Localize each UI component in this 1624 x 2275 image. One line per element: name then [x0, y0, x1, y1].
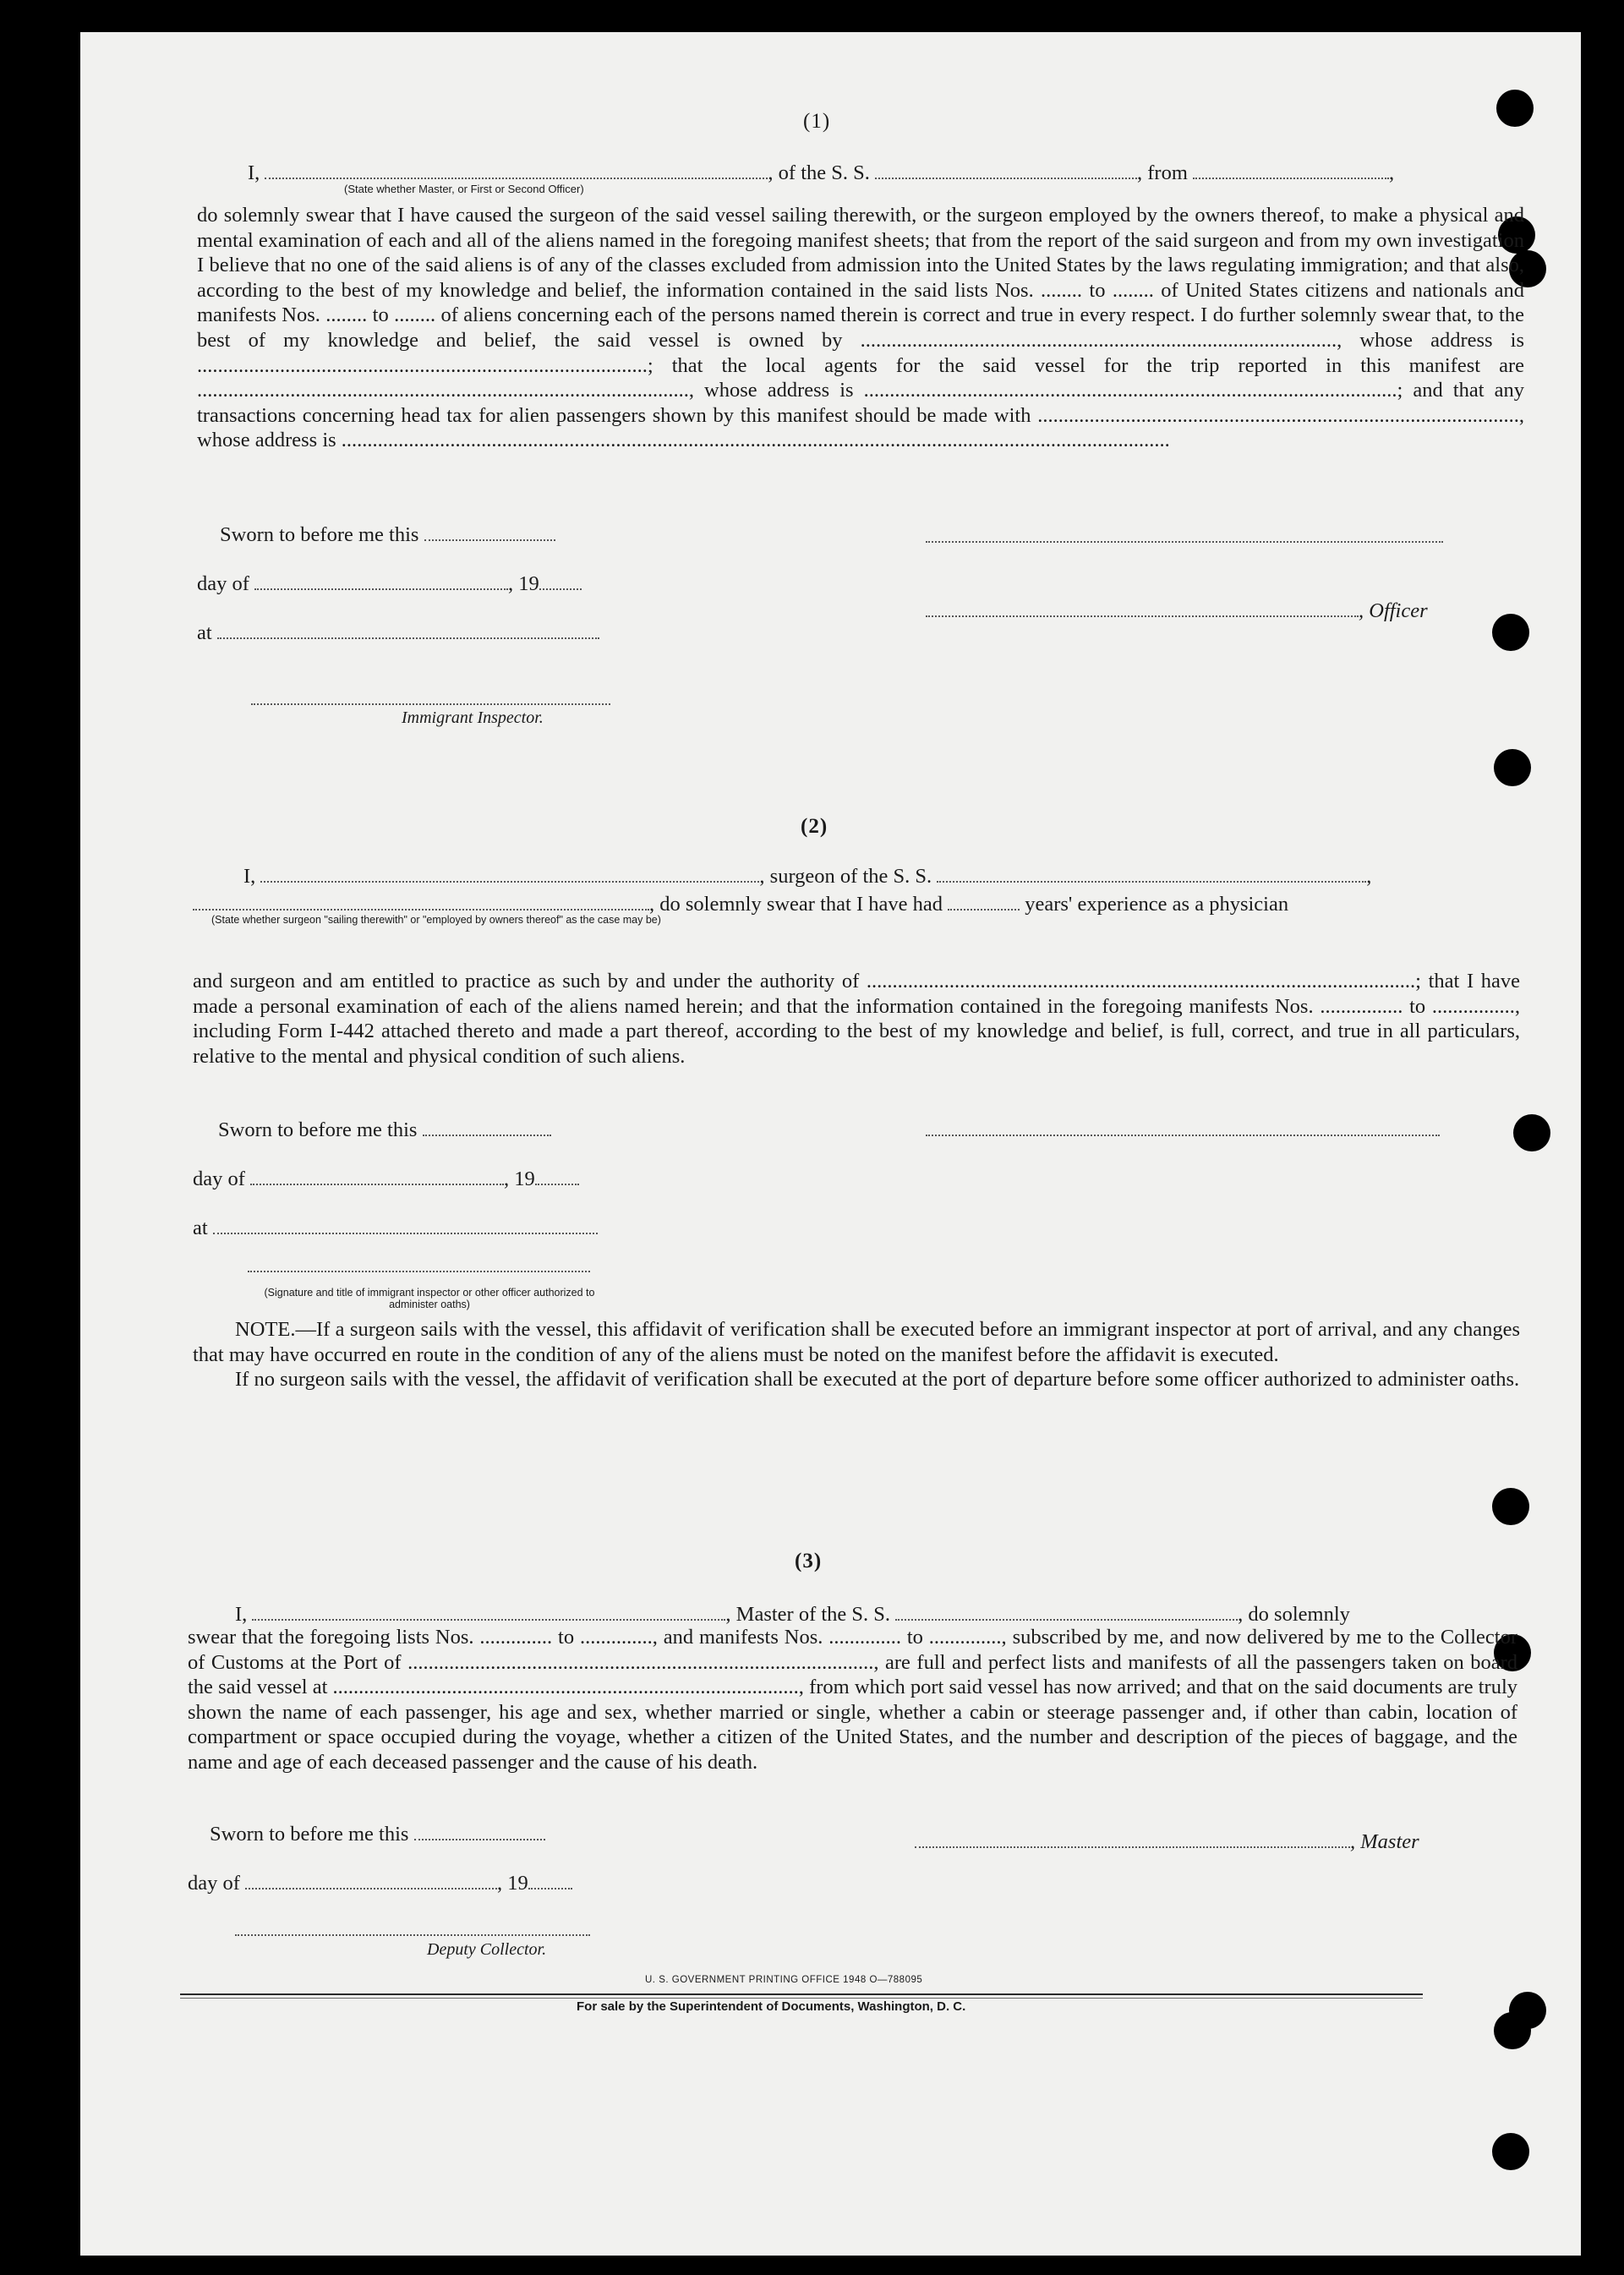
vessel-field[interactable] [895, 1600, 1238, 1621]
form-sheet [80, 32, 1581, 2256]
section-3-paragraph [188, 1625, 1517, 1775]
note-paragraph [193, 1317, 1520, 1392]
section-2-signature-line [926, 1116, 1440, 1142]
surgeon-status-note: (State whether surgeon "sailing therewith" or "employed by owners thereof" as the case may be) [211, 914, 661, 926]
section-1-line-1 [248, 159, 1394, 185]
inspector-signature-field[interactable] [251, 685, 610, 705]
section-2-paragraph [193, 969, 1520, 1069]
master-label: , Master [1350, 1830, 1419, 1854]
sworn-day-field[interactable] [423, 1116, 551, 1136]
section-2-line-2 [193, 890, 1288, 916]
text: , of the S. S. [768, 161, 870, 185]
years-field[interactable] [948, 890, 1020, 911]
punch-hole [1492, 614, 1529, 651]
collector-signature-line [235, 1916, 590, 1942]
section-1-paragraph [197, 203, 1524, 453]
at-line-1 [197, 619, 599, 645]
text: day of [197, 572, 249, 596]
text: at [197, 621, 212, 645]
sworn-day-field[interactable] [414, 1820, 545, 1840]
text: , surgeon of the S. S. [759, 865, 932, 889]
section-1-text: do solemnly swear that I have caused the surgeon of the said vessel sailing therewith, or the surgeon employed by the owners thereof, to make a physical and mental examination of each and all of the aliens named in the foregoing manifest sheets; that from the report of the said surgeon and from my own investigation I believe that no one of the said aliens is of any of the classes excluded from admission into the United States by the laws regulating immigration; and that also, according to the best of my knowledge and belief, the information contained in the said lists Nos. ........ to ........ of United States citizens and nationals and manifests Nos. ........ to ........ of aliens concerning each of the persons named therein is correct and true in every respect. I do further solemnly swear that, to the best of my knowledge and belief, the said vessel is owned by ............................................................................................, whose address is .......................................................................................; that the local agents for the said vessel for the trip reported in this manifest are ..............................................................................................., whose address is .......................................................................................................; and that any transactions concerning head tax for alien passengers shown by this manifest should be made with ............................................................................................., whose address is ................................................................................................................................................................ [197, 204, 1524, 452]
master-signature-field[interactable] [915, 1828, 1350, 1848]
footer-rule [180, 1993, 1423, 1995]
inspector-label: Immigrant Inspector. [402, 708, 544, 727]
at-field[interactable] [213, 1214, 598, 1234]
section-2-number: (2) [801, 815, 828, 838]
authorized-signature-note: (Signature and title of immigrant inspector or other officer authorized to administer oaths) [264, 1287, 595, 1310]
section-3-text: swear that the foregoing lists Nos. .............. to .............., and manifests Nos. .............. to .............., subscribed by me, and now delivered by me to the Collector of Customs at the Port of .........................................................................................., are full and perfect lists and manifests of all the passengers taken on board the said vessel at .........................................................................................., from which port said vessel has now arrived; and that on the said documents are truly shown the name of each passenger, his age and sex, whether married or single, whether a cabin or steerage passenger and, if other than cabin, location of compartment or space occupied during the voyage, whether a citizen of the United States, and the number and description of the pieces of baggage, and the name and age of each deceased passenger and the cause of his death. [188, 1626, 1517, 1774]
section-3-number: (3) [795, 1550, 823, 1572]
text: , [1366, 865, 1372, 889]
section-3-line-1 [235, 1600, 1350, 1627]
surgeon-status-field[interactable] [193, 890, 649, 911]
text: I, [248, 161, 260, 185]
at-field[interactable] [217, 619, 599, 639]
rank-field[interactable] [265, 159, 768, 179]
punch-hole [1513, 1114, 1550, 1151]
gpo-imprint: U. S. GOVERNMENT PRINTING OFFICE 1948 O—788095 [645, 1975, 923, 1985]
punch-hole [1496, 90, 1534, 127]
punch-hole [1494, 2012, 1531, 2049]
year-field[interactable] [535, 1165, 579, 1185]
sworn-line-3 [210, 1820, 545, 1846]
master-signature-line [915, 1828, 1419, 1854]
vessel-field[interactable] [937, 862, 1366, 883]
sworn-line-2 [218, 1116, 551, 1142]
day-field[interactable] [250, 1165, 504, 1185]
master-name-field[interactable] [252, 1600, 725, 1621]
surgeon-signature-field[interactable] [926, 1116, 1440, 1136]
text: I, [243, 865, 256, 889]
from-field[interactable] [1193, 159, 1389, 179]
text: at [193, 1217, 208, 1240]
inspector-signature-line [251, 685, 610, 711]
collector-signature-field[interactable] [235, 1916, 590, 1936]
rank-note: (State whether Master, or First or Second Officer) [344, 183, 584, 195]
dayof-line-2 [193, 1165, 579, 1191]
text: , 19 [504, 1168, 535, 1191]
officer-field[interactable] [926, 597, 1359, 617]
officer-label: , Officer [1359, 599, 1428, 623]
surgeon-name-field[interactable] [260, 862, 759, 883]
signature-field[interactable] [926, 522, 1443, 543]
day-field[interactable] [254, 570, 508, 590]
note-text-2: If no surgeon sails with the vessel, the affidavit of verification shall be executed at the port of departure before some officer authorized to administer oaths. [235, 1368, 1520, 1392]
collector-label: Deputy Collector. [427, 1940, 547, 1959]
section-1-number: (1) [803, 110, 831, 133]
punch-hole [1492, 2133, 1529, 2170]
officer-signature-top [926, 522, 1443, 549]
year-field[interactable] [539, 570, 582, 590]
text: , 19 [497, 1872, 528, 1895]
text: Sworn to before me this [220, 523, 419, 547]
text: I, [235, 1603, 248, 1627]
vessel-field[interactable] [875, 159, 1137, 179]
text: day of [193, 1168, 245, 1191]
text: Sworn to before me this [210, 1823, 409, 1846]
section-2-line-1 [243, 862, 1371, 889]
sworn-line-1 [220, 521, 555, 547]
dayof-line-3 [188, 1869, 572, 1895]
punch-hole [1492, 1488, 1529, 1525]
text: , do solemnly [1238, 1603, 1350, 1627]
footer-rule-thin [180, 1998, 1423, 1999]
section-2-text: and surgeon and am entitled to practice as such by and under the authority of ..........................................................................................................; that I have made a personal examination of each of the aliens named herein; and that the information contained in the foregoing manifests Nos. ................ to ................, including Form I-442 attached thereto and made a part thereof, according to the best of my knowledge and belief, is full, correct, and true in all particulars, relative to the mental and physical condition of such aliens. [193, 970, 1520, 1068]
dayof-line-1 [197, 570, 582, 596]
year-field[interactable] [528, 1869, 572, 1889]
at-line-2 [193, 1214, 598, 1240]
text: , 19 [508, 572, 539, 596]
authorized-signature-line [248, 1252, 590, 1278]
text: Sworn to before me this [218, 1118, 418, 1142]
text: , do solemnly swear that I have had [649, 893, 943, 916]
day-field[interactable] [245, 1869, 497, 1889]
officer-line [926, 597, 1428, 623]
punch-hole [1494, 749, 1531, 786]
text: , Master of the S. S. [725, 1603, 891, 1627]
text: day of [188, 1872, 240, 1895]
text: years' experience as a physician [1025, 893, 1289, 916]
note-text-1: NOTE.—If a surgeon sails with the vessel, this affidavit of verification shall be executed before an immigrant inspector at port of arrival, and any changes that may have occurred en route in the condition of any of the aliens must be noted on the manifest before the affidavit is executed. [193, 1318, 1520, 1366]
sworn-day-field[interactable] [424, 521, 555, 541]
text: , [1389, 161, 1395, 185]
text: , from [1137, 161, 1188, 185]
sale-notice: For sale by the Superintendent of Documents, Washington, D. C. [577, 1999, 966, 2014]
authorized-signature-field[interactable] [248, 1252, 590, 1272]
